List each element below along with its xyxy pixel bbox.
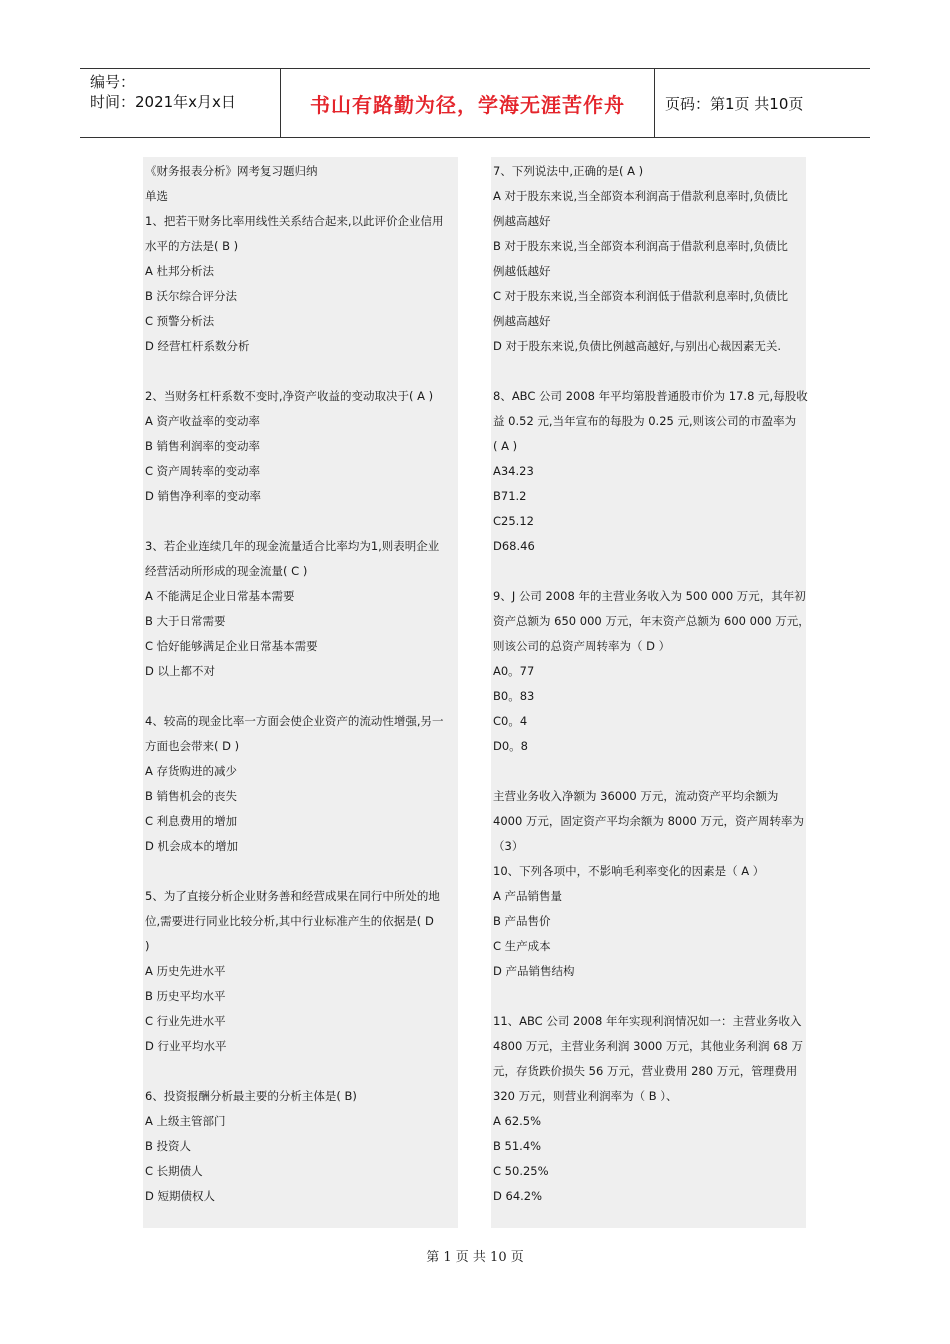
text-line: D0。8 bbox=[493, 739, 528, 753]
time-label: 时间：2021年x月x日 bbox=[90, 93, 236, 111]
text-line: 7、下列说法中,正确的是( A ) bbox=[493, 164, 644, 178]
text-line: 例越低越好 bbox=[493, 264, 551, 278]
text-line: C 预警分析法 bbox=[145, 314, 215, 328]
text-line: B 销售利润率的变动率 bbox=[145, 439, 261, 453]
text-line: 经营活动所形成的现金流量( C ) bbox=[145, 564, 308, 578]
blank-line bbox=[493, 559, 806, 584]
text-line: B 对于股东来说,当全部资本利润高于借款利息率时,负债比 bbox=[493, 239, 788, 253]
text-line: 水平的方法是( B ) bbox=[145, 239, 239, 253]
text-line: C 利息费用的增加 bbox=[145, 814, 238, 828]
header-meta bbox=[80, 69, 281, 137]
text-line: B 51.4% bbox=[493, 1139, 542, 1153]
text-line: B0。83 bbox=[493, 689, 535, 703]
blank-line bbox=[145, 509, 458, 534]
text-line: D 以上都不对 bbox=[145, 664, 216, 678]
blank-line bbox=[493, 759, 806, 784]
blank-line bbox=[145, 684, 458, 709]
text-line: （3） bbox=[493, 839, 524, 853]
text-line: C 50.25% bbox=[493, 1164, 549, 1178]
page-info: 页码：第1页 共10页 bbox=[665, 94, 804, 113]
text-line: 方面也会带来( D ) bbox=[145, 739, 240, 753]
text-line: 10、下列各项中，不影响毛利率变化的因素是（ A ） bbox=[493, 864, 765, 878]
text-line: 8、ABC 公司 2008 年平均第股普通股市价为 17.8 元,每股收 bbox=[493, 389, 808, 403]
text-line: B71.2 bbox=[493, 489, 527, 503]
text-line: 5、为了直接分析企业财务善和经营成果在同行中所处的地 bbox=[145, 889, 440, 903]
text-line: C25.12 bbox=[493, 514, 534, 528]
page-footer: 第 1 页 共 10 页 bbox=[426, 1250, 524, 1265]
text-line: 6、投资报酬分析最主要的分析主体是( B) bbox=[145, 1089, 357, 1103]
text-line: A 产品销售量 bbox=[493, 889, 563, 903]
text-line: A 历史先进水平 bbox=[145, 964, 226, 978]
blank-line bbox=[493, 984, 806, 1009]
text-line: B 产品售价 bbox=[493, 914, 551, 928]
text-line: 资产总额为 650 000 万元，年末资产总额为 600 000 万元， bbox=[493, 614, 810, 628]
text-line: C 长期债人 bbox=[145, 1164, 203, 1178]
text-line: D 64.2% bbox=[493, 1189, 543, 1203]
text-line: 4000 万元，固定资产平均余额为 8000 万元，资产周转率为 bbox=[493, 814, 804, 828]
motto: 书山有路勤为径，学海无涯苦作舟 bbox=[281, 69, 655, 137]
text-line: 4、较高的现金比率一方面会使企业资产的流动性增强,另一 bbox=[145, 714, 444, 728]
text-line: 9、J 公司 2008 年的主营业务收入为 500 000 万元，其年初 bbox=[493, 589, 806, 603]
text-line: ( A ) bbox=[493, 439, 518, 453]
text-line: D68.46 bbox=[493, 539, 535, 553]
header-table bbox=[80, 68, 870, 138]
text-line: 11、ABC 公司 2008 年年实现利润情况如一：主营业务收入 bbox=[493, 1014, 802, 1028]
blank-line bbox=[145, 859, 458, 884]
text-line: B 沃尔综合评分法 bbox=[145, 289, 238, 303]
text-line: 单选 bbox=[145, 189, 168, 203]
text-line: D 行业平均水平 bbox=[145, 1039, 227, 1053]
blank-line bbox=[145, 359, 458, 384]
text-line: A 不能满足企业日常基本需要 bbox=[145, 589, 295, 603]
text-line: D 机会成本的增加 bbox=[145, 839, 239, 853]
text-line: D 经营杠杆系数分析 bbox=[145, 339, 250, 353]
text-line: 主营业务收入净额为 36000 万元，流动资产平均余额为 bbox=[493, 789, 779, 803]
text-line: C 行业先进水平 bbox=[145, 1014, 226, 1028]
text-line: C 对于股东来说,当全部资本利润低于借款利息率时,负债比 bbox=[493, 289, 788, 303]
text-line: ) bbox=[145, 939, 150, 953]
text-line: B 投资人 bbox=[145, 1139, 192, 1153]
left-column bbox=[143, 157, 458, 1228]
text-line: C0。4 bbox=[493, 714, 528, 728]
text-line: A 对于股东来说,当全部资本利润高于借款利息率时,负债比 bbox=[493, 189, 788, 203]
text-line: A0。77 bbox=[493, 664, 535, 678]
text-line: A 上级主管部门 bbox=[145, 1114, 226, 1128]
text-line: 位,需要进行同业比较分析,其中行业标准产生的依据是( D bbox=[145, 914, 434, 928]
text-line: D 短期债权人 bbox=[145, 1189, 216, 1203]
text-line: 4800 万元，主营业务利润 3000 万元，其他业务利润 68 万 bbox=[493, 1039, 803, 1053]
text-line: 则该公司的总资产周转率为（ D ） bbox=[493, 639, 671, 653]
text-line: A 资产收益率的变动率 bbox=[145, 414, 261, 428]
text-line: C 恰好能够满足企业日常基本需要 bbox=[145, 639, 318, 653]
text-line: A 存货购进的减少 bbox=[145, 764, 238, 778]
blank-line bbox=[493, 359, 806, 384]
number-label: 编号： bbox=[90, 73, 136, 91]
text-line: 《财务报表分析》网考复习题归纳 bbox=[145, 164, 318, 178]
text-line: C 生产成本 bbox=[493, 939, 551, 953]
text-line: D 对于股东来说,负债比例越高越好,与别出心裁因素无关. bbox=[493, 339, 781, 353]
blank-line bbox=[145, 1059, 458, 1084]
text-line: 例越高越好 bbox=[493, 314, 551, 328]
text-line: A34.23 bbox=[493, 464, 534, 478]
text-line: A 62.5% bbox=[493, 1114, 542, 1128]
text-line: 例越高越好 bbox=[493, 214, 551, 228]
text-line: 1、把若干财务比率用线性关系结合起来,以此评价企业信用 bbox=[145, 214, 444, 228]
text-line: 320 万元，则营业利润率为（ B ）、 bbox=[493, 1089, 678, 1103]
text-line: B 大于日常需要 bbox=[145, 614, 226, 628]
right-column bbox=[491, 157, 810, 1228]
text-line: B 销售机会的丧失 bbox=[145, 789, 238, 803]
text-line: C 资产周转率的变动率 bbox=[145, 464, 261, 478]
text-line: 3、若企业连续几年的现金流量适合比率均为1,则表明企业 bbox=[145, 539, 440, 553]
text-line: 2、当财务杠杆系数不变时,净资产收益的变动取决于( A ) bbox=[145, 389, 434, 403]
text-line: 元，存货跌价损失 56 万元，营业费用 280 万元，管理费用 bbox=[493, 1064, 798, 1078]
text-line: D 销售净利率的变动率 bbox=[145, 489, 262, 503]
text-line: 益 0.52 元,当年宣布的每股为 0.25 元,则该公司的市盈率为 bbox=[493, 414, 797, 428]
text-line: A 杜邦分析法 bbox=[145, 264, 215, 278]
text-line: B 历史平均水平 bbox=[145, 989, 226, 1003]
text-line: D 产品销售结构 bbox=[493, 964, 575, 978]
